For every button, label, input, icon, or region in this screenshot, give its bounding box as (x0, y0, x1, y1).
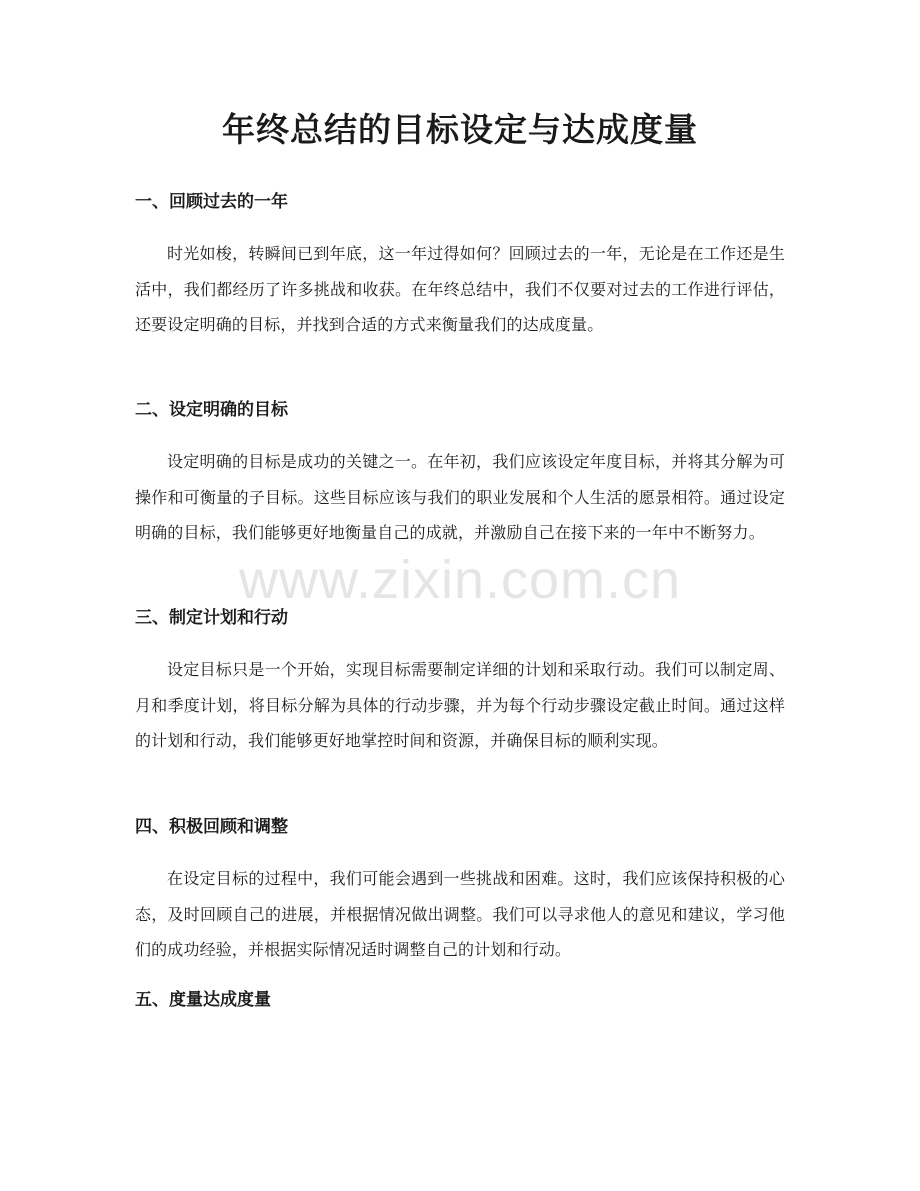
section-heading: 一、回顾过去的一年 (135, 192, 288, 212)
section-paragraph: 设定明确的目标是成功的关键之一。在年初，我们应该设定年度目标，并将其分解为可操作和可衡量的子目标。这些目标应该与我们的职业发展和个人生活的愿景相符。通过设定明确的目标，我们能够更好地衡量自己的成就，并激励自己在接下来的一年中不断努力。 (135, 452, 785, 542)
section-heading: 二、设定明确的目标 (135, 400, 288, 420)
section-2 (135, 398, 785, 551)
section-paragraph: 设定目标只是一个开始，实现目标需要制定详细的计划和采取行动。我们可以制定周、月和季度计划，将目标分解为具体的行动步骤，并为每个行动步骤设定截止时间。通过这样的计划和行动，我们能够更好地掌控时间和资源，并确保目标的顺利实现。 (135, 660, 785, 750)
section-heading: 五、度量达成度量 (135, 990, 271, 1010)
section-4 (135, 815, 785, 968)
section-1 (135, 190, 785, 343)
page-title: 年终总结的目标设定与达成度量 (222, 110, 698, 149)
section-paragraph: 时光如梭，转瞬间已到年底，这一年过得如何？回顾过去的一年，无论是在工作还是生活中，我们都经历了许多挑战和收获。在年终总结中，我们不仅要对过去的工作进行评估，还要设定明确的目标，并找到合适的方式来衡量我们的达成度量。 (135, 244, 785, 334)
section-5 (135, 988, 785, 1012)
section-heading: 四、积极回顾和调整 (135, 817, 288, 837)
section-paragraph: 在设定目标的过程中，我们可能会遇到一些挑战和困难。这时，我们应该保持积极的心态，及时回顾自己的进展，并根据情况做出调整。我们可以寻求他人的意见和建议，学习他们的成功经验，并根据实际情况适时调整自己的计划和行动。 (135, 869, 785, 959)
watermark: www.zixin.com.cn (238, 550, 682, 610)
section-3 (135, 606, 785, 759)
section-heading: 三、制定计划和行动 (135, 608, 288, 628)
